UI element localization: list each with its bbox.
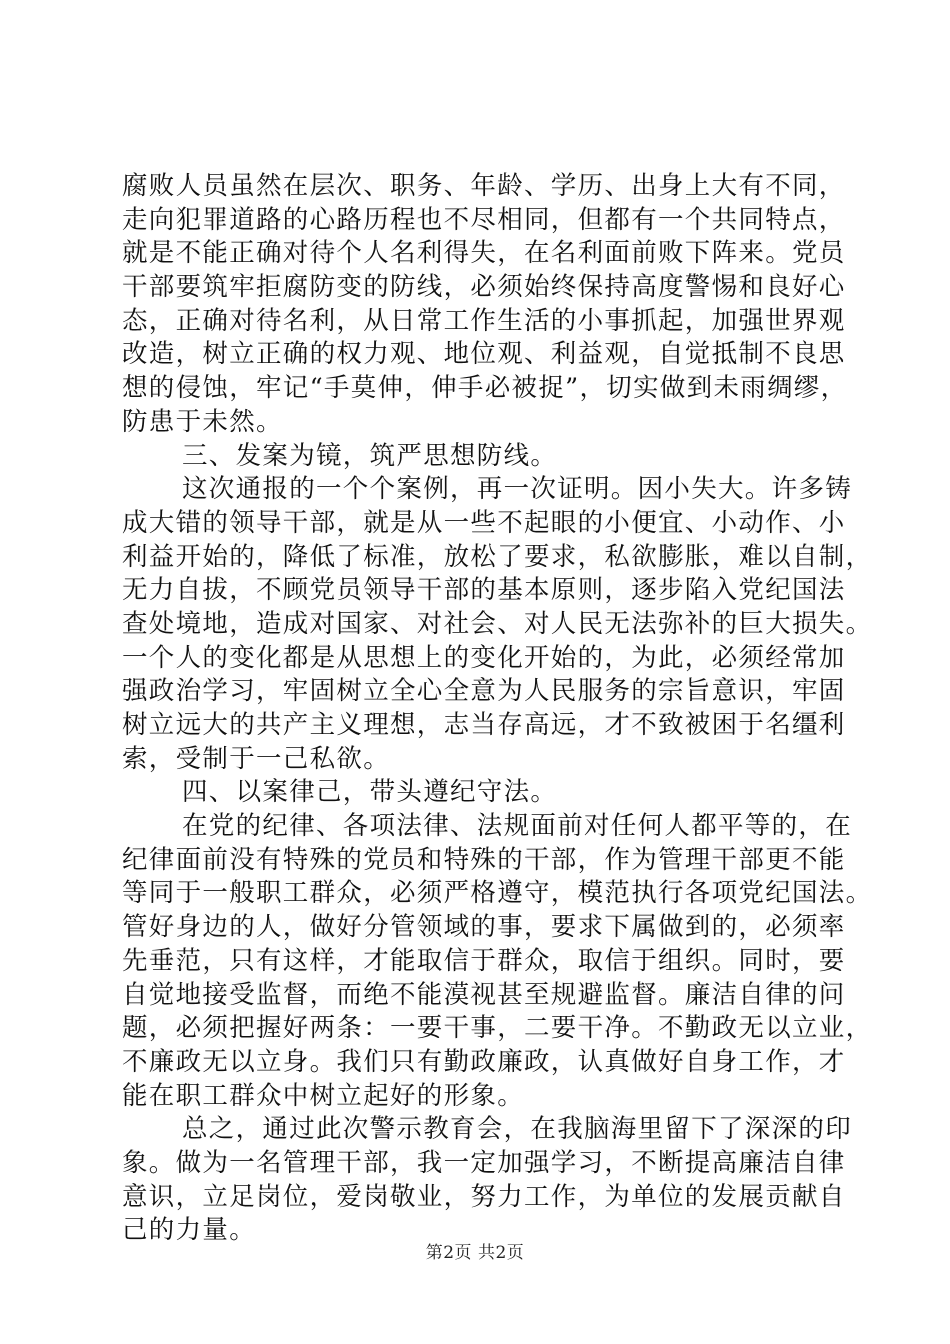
text-line: 管好身边的人，做好分管领域的事，要求下属做到的，必须率 [122,912,846,943]
text-line: 己的力量。 [122,1215,257,1246]
text-line: 态，正确对待名利，从日常工作生活的小事抓起，加强世界观 [122,305,846,336]
text-line: 改造，树立正确的权力观、地位观、利益观，自觉抵制不良思 [122,339,846,370]
text-line: 树立远大的共产主义理想，志当存高远，才不致被困于名缰利 [122,710,846,740]
text-line: 能在职工群众中树立起好的形象。 [122,1080,525,1111]
text-line: 利益开始的，降低了标准，放松了要求，私欲膨胀，难以自制， [122,541,873,572]
text-line: 干部要筑牢拒腐防变的防线，必须始终保持高度警惕和良好心 [122,272,846,303]
text-line: 在党的纪律、各项法律、法规面前对任何人都平等的，在 [182,811,853,842]
text-line: 走向犯罪道路的心路历程也不尽相同，但都有一个共同特点， [122,204,846,235]
text-line: 题，必须把握好两条：一要干事，二要干净。不勤政无以立业， [122,1013,873,1044]
page-footer: 第2页 共2页 [425,1243,525,1263]
text-line: 强政治学习，牢固树立全心全意为人民服务的宗旨意识，牢固 [122,676,846,707]
text-line: 不廉政无以立身。我们只有勤政廉政，认真做好自身工作，才 [122,1046,846,1077]
text-line: 三、发案为镜，筑严思想防线。 [182,440,558,471]
document-body [122,170,873,1248]
text-line: 这次通报的一个个案例，再一次证明。因小失大。许多铸 [182,474,853,505]
text-line: 总之，通过此次警示教育会，在我脑海里留下了深深的印 [182,1114,853,1145]
text-line: 四、以案律己，带头遵纪守法。 [182,777,558,808]
text-line: 想的侵蚀，牢记“手莫伸，伸手必被捉”，切实做到未雨绸缪， [122,373,848,404]
text-line: 象。做为一名管理干部，我一定加强学习，不断提高廉洁自律 [122,1147,846,1178]
text-line: 防患于未然。 [122,406,283,437]
text-line: 纪律面前没有特殊的党员和特殊的干部，作为管理干部更不能 [122,844,846,875]
text-line: 等同于一般职工群众，必须严格遵守，模范执行各项党纪国法。 [122,878,873,909]
text-line: 索，受制于一己私欲。 [122,743,391,774]
text-line: 腐败人员虽然在层次、职务、年龄、学历、出身上大有不同， [122,171,846,201]
text-line: 意识，立足岗位，爱岗敬业，努力工作，为单位的发展贡献自 [122,1181,846,1212]
text-line: 成大错的领导干部，就是从一些不起眼的小便宜、小动作、小 [122,507,846,538]
text-line: 一个人的变化都是从思想上的变化开始的，为此，必须经常加 [122,642,846,673]
text-line: 就是不能正确对待个人名利得失，在名利面前败下阵来。党员 [122,238,846,269]
text-line: 自觉地接受监督，而绝不能漠视甚至规避监督。廉洁自律的问 [122,979,846,1010]
text-line: 无力自拔，不顾党员领导干部的基本原则，逐步陷入党纪国法 [122,575,846,606]
text-line: 查处境地，造成对国家、对社会、对人民无法弥补的巨大损失。 [122,608,873,639]
text-line: 先垂范，只有这样，才能取信于群众，取信于组织。同时，要 [122,945,846,976]
